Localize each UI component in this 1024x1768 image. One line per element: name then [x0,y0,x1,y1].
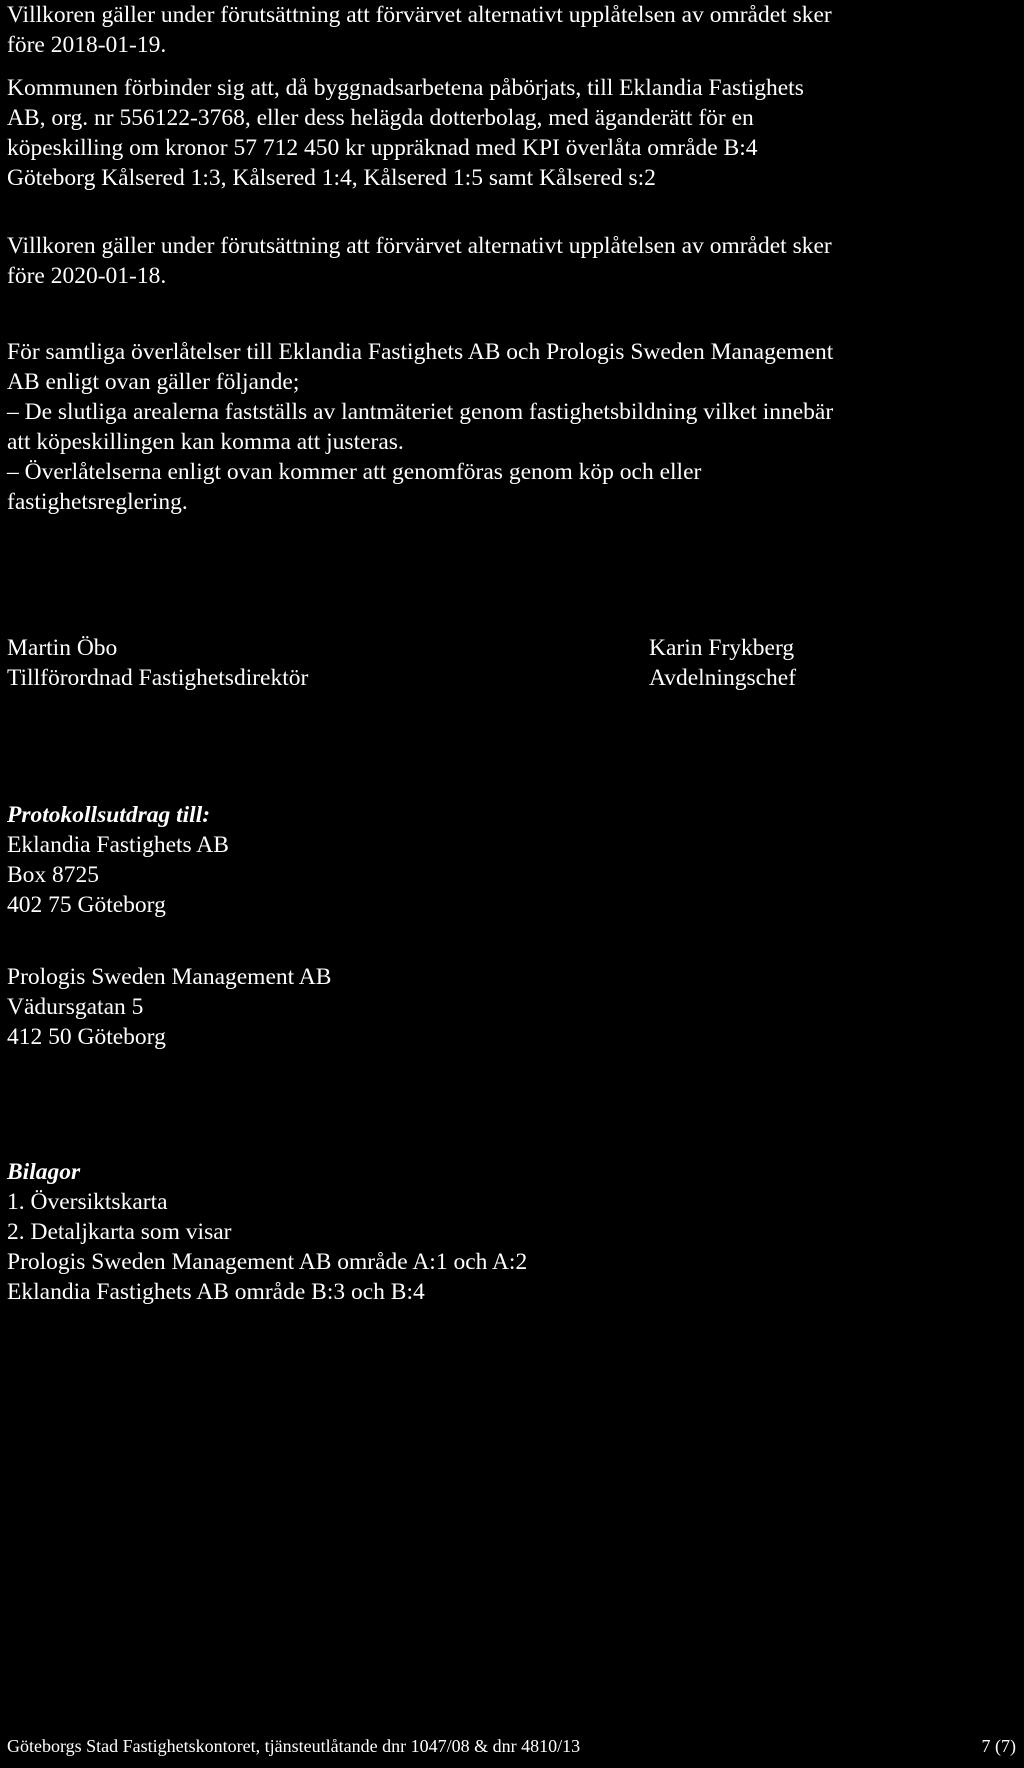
bilaga-item: Prologis Sweden Management AB område A:1 och A:2 [7,1249,528,1275]
text-line: Villkoren gäller under förutsättning att förvärvet alternativt upplåtelsen av området sker [7,2,832,28]
bilagor-section [7,1157,1019,1307]
text-line: fastighetsreglering. [7,489,188,515]
signature-right [649,633,796,693]
signatory-name: Martin Öbo [7,635,118,661]
paragraph-villkoren-2020 [7,231,1019,291]
text-line: Göteborg Kålsered 1:3, Kålsered 1:4, Kålsered 1:5 samt Kålsered s:2 [7,165,656,191]
recipient-name: Eklandia Fastighets AB [7,832,229,858]
text-line: AB, org. nr 556122-3768, eller dess helägda dotterbolag, med äganderätt för en [7,105,754,131]
footer-reference: Göteborgs Stad Fastighetskontoret, tjänsteutlåtande dnr 1047/08 & dnr 4810/13 [7,1736,581,1756]
text-line: För samtliga överlåtelser till Eklandia Fastighets AB och Prologis Sweden Management [7,339,834,365]
recipient-city: 402 75 Göteborg [7,892,166,918]
paragraph-samtliga-overlatelser [7,337,1019,517]
protokollsutdrag-section [7,800,1019,920]
bilaga-item: 1. Översiktskarta [7,1189,168,1215]
text-line: före 2018-01-19. [7,32,167,58]
bilaga-item: 2. Detaljkarta som visar [7,1219,232,1245]
signature-left [7,633,308,693]
bilagor-heading: Bilagor [7,1159,81,1185]
text-line: – De slutliga arealerna fastställs av lantmäteriet genom fastighetsbildning vilket innebär [7,399,834,425]
text-line: Villkoren gäller under förutsättning att förvärvet alternativt upplåtelsen av området sker [7,233,832,259]
recipient-address: Vädursgatan 5 [7,994,144,1020]
text-line: AB enligt ovan gäller följande; [7,369,300,395]
bilaga-item: Eklandia Fastighets AB område B:3 och B:4 [7,1279,425,1305]
recipient-block [7,962,1019,1052]
recipient-name: Prologis Sweden Management AB [7,964,332,990]
signatory-title: Tillförordnad Fastighetsdirektör [7,665,309,691]
paragraph-villkoren-2018 [7,0,1019,60]
text-line: Kommunen förbinder sig att, då byggnadsarbetena påbörjats, till Eklandia Fastighets [7,75,804,101]
text-line: – Överlåtelserna enligt ovan kommer att genomföras genom köp och eller [7,459,702,485]
page-number: 7 (7) [981,1736,1016,1756]
paragraph-kommunen-forbinder [7,73,1019,193]
text-line: köpeskilling om kronor 57 712 450 kr uppräknad med KPI överlåta område B:4 [7,135,758,161]
text-line: att köpeskillingen kan komma att justeras. [7,429,404,455]
signatory-name: Karin Frykberg [649,635,795,661]
protokollsutdrag-heading: Protokollsutdrag till: [7,802,211,828]
recipient-address: Box 8725 [7,862,100,888]
signatory-title: Avdelningschef [649,665,797,691]
recipient-city: 412 50 Göteborg [7,1024,166,1050]
text-line: före 2020-01-18. [7,263,167,289]
